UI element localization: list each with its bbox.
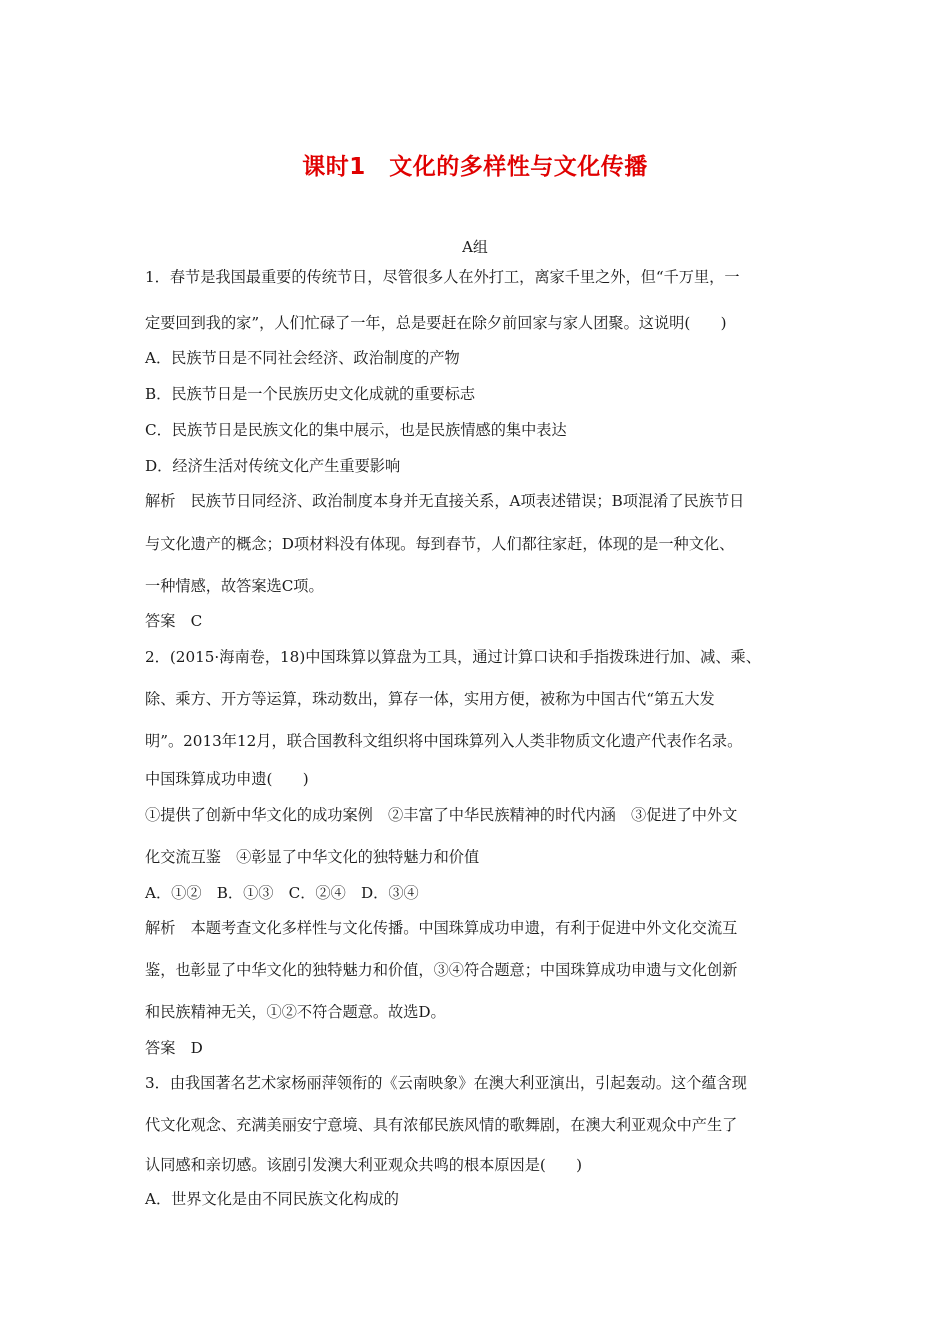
text-line: A．民族节日是不同社会经济、政治制度的产物 [145, 349, 460, 367]
text-line: 代文化观念、充满美丽安宁意境、具有浓郁民族风情的歌舞剧，在澳大利亚观众中产生了 [145, 1116, 738, 1134]
text-line: 一种情感，故答案选C项。 [145, 577, 324, 595]
text-line: D．经济生活对传统文化产生重要影响 [145, 457, 401, 475]
text-line: 2．(2015·海南卷，18)中国珠算以算盘为工具，通过计算口诀和手指拨珠进行加、减、乘、 [145, 648, 761, 666]
page-title: 课时1 文化的多样性与文化传播 [302, 154, 648, 180]
section-heading: A组 [462, 238, 488, 256]
text-line: 认同感和亲切感。该剧引发澳大利亚观众共鸣的根本原因是( ) [145, 1156, 583, 1174]
text-line: 1．春节是我国最重要的传统节日，尽管很多人在外打工，离家千里之外，但“千万里，一 [145, 268, 740, 286]
text-line: 鉴，也彰显了中华文化的独特魅力和价值，③④符合题意；中国珠算成功申遗与文化创新 [145, 961, 738, 979]
text-line: 答案 D [145, 1039, 203, 1057]
text-line: 解析 本题考查文化多样性与文化传播。中国珠算成功申遗，有利于促进中外文化交流互 [145, 919, 738, 937]
text-line: 定要回到我的家”，人们忙碌了一年，总是要赶在除夕前回家与家人团聚。这说明( ) [145, 314, 727, 332]
text-line: 3．由我国著名艺术家杨丽萍领衔的《云南映象》在澳大利亚演出，引起轰动。这个蕴含现 [145, 1074, 747, 1092]
text-line: 答案 C [145, 612, 203, 630]
text-line: 和民族精神无关，①②不符合题意。故选D。 [145, 1003, 446, 1021]
text-line: 明”。2013年12月，联合国教科文组织将中国珠算列入人类非物质文化遗产代表作名录。 [145, 732, 743, 750]
text-line: ①提供了创新中华文化的成功案例 ②丰富了中华民族精神的时代内涵 ③促进了中外文 [145, 806, 738, 824]
text-line: 与文化遗产的概念；D项材料没有体现。每到春节，人们都往家赶，体现的是一种文化、 [145, 535, 735, 553]
text-line: B．民族节日是一个民族历史文化成就的重要标志 [145, 385, 476, 403]
text-line: 除、乘方、开方等运算，珠动数出，算存一体，实用方便，被称为中国古代“第五大发 [145, 690, 715, 708]
text-line: A．世界文化是由不同民族文化构成的 [145, 1190, 399, 1208]
text-line: A．①② B．①③ C．②④ D．③④ [145, 884, 419, 902]
text-line: C．民族节日是民族文化的集中展示，也是民族情感的集中表达 [145, 421, 567, 439]
text-line: 解析 民族节日同经济、政治制度本身并无直接关系，A项表述错误；B项混淆了民族节日 [145, 492, 745, 510]
text-line: 中国珠算成功申遗( ) [145, 770, 309, 788]
text-line: 化交流互鉴 ④彰显了中华文化的独特魅力和价值 [145, 848, 480, 866]
